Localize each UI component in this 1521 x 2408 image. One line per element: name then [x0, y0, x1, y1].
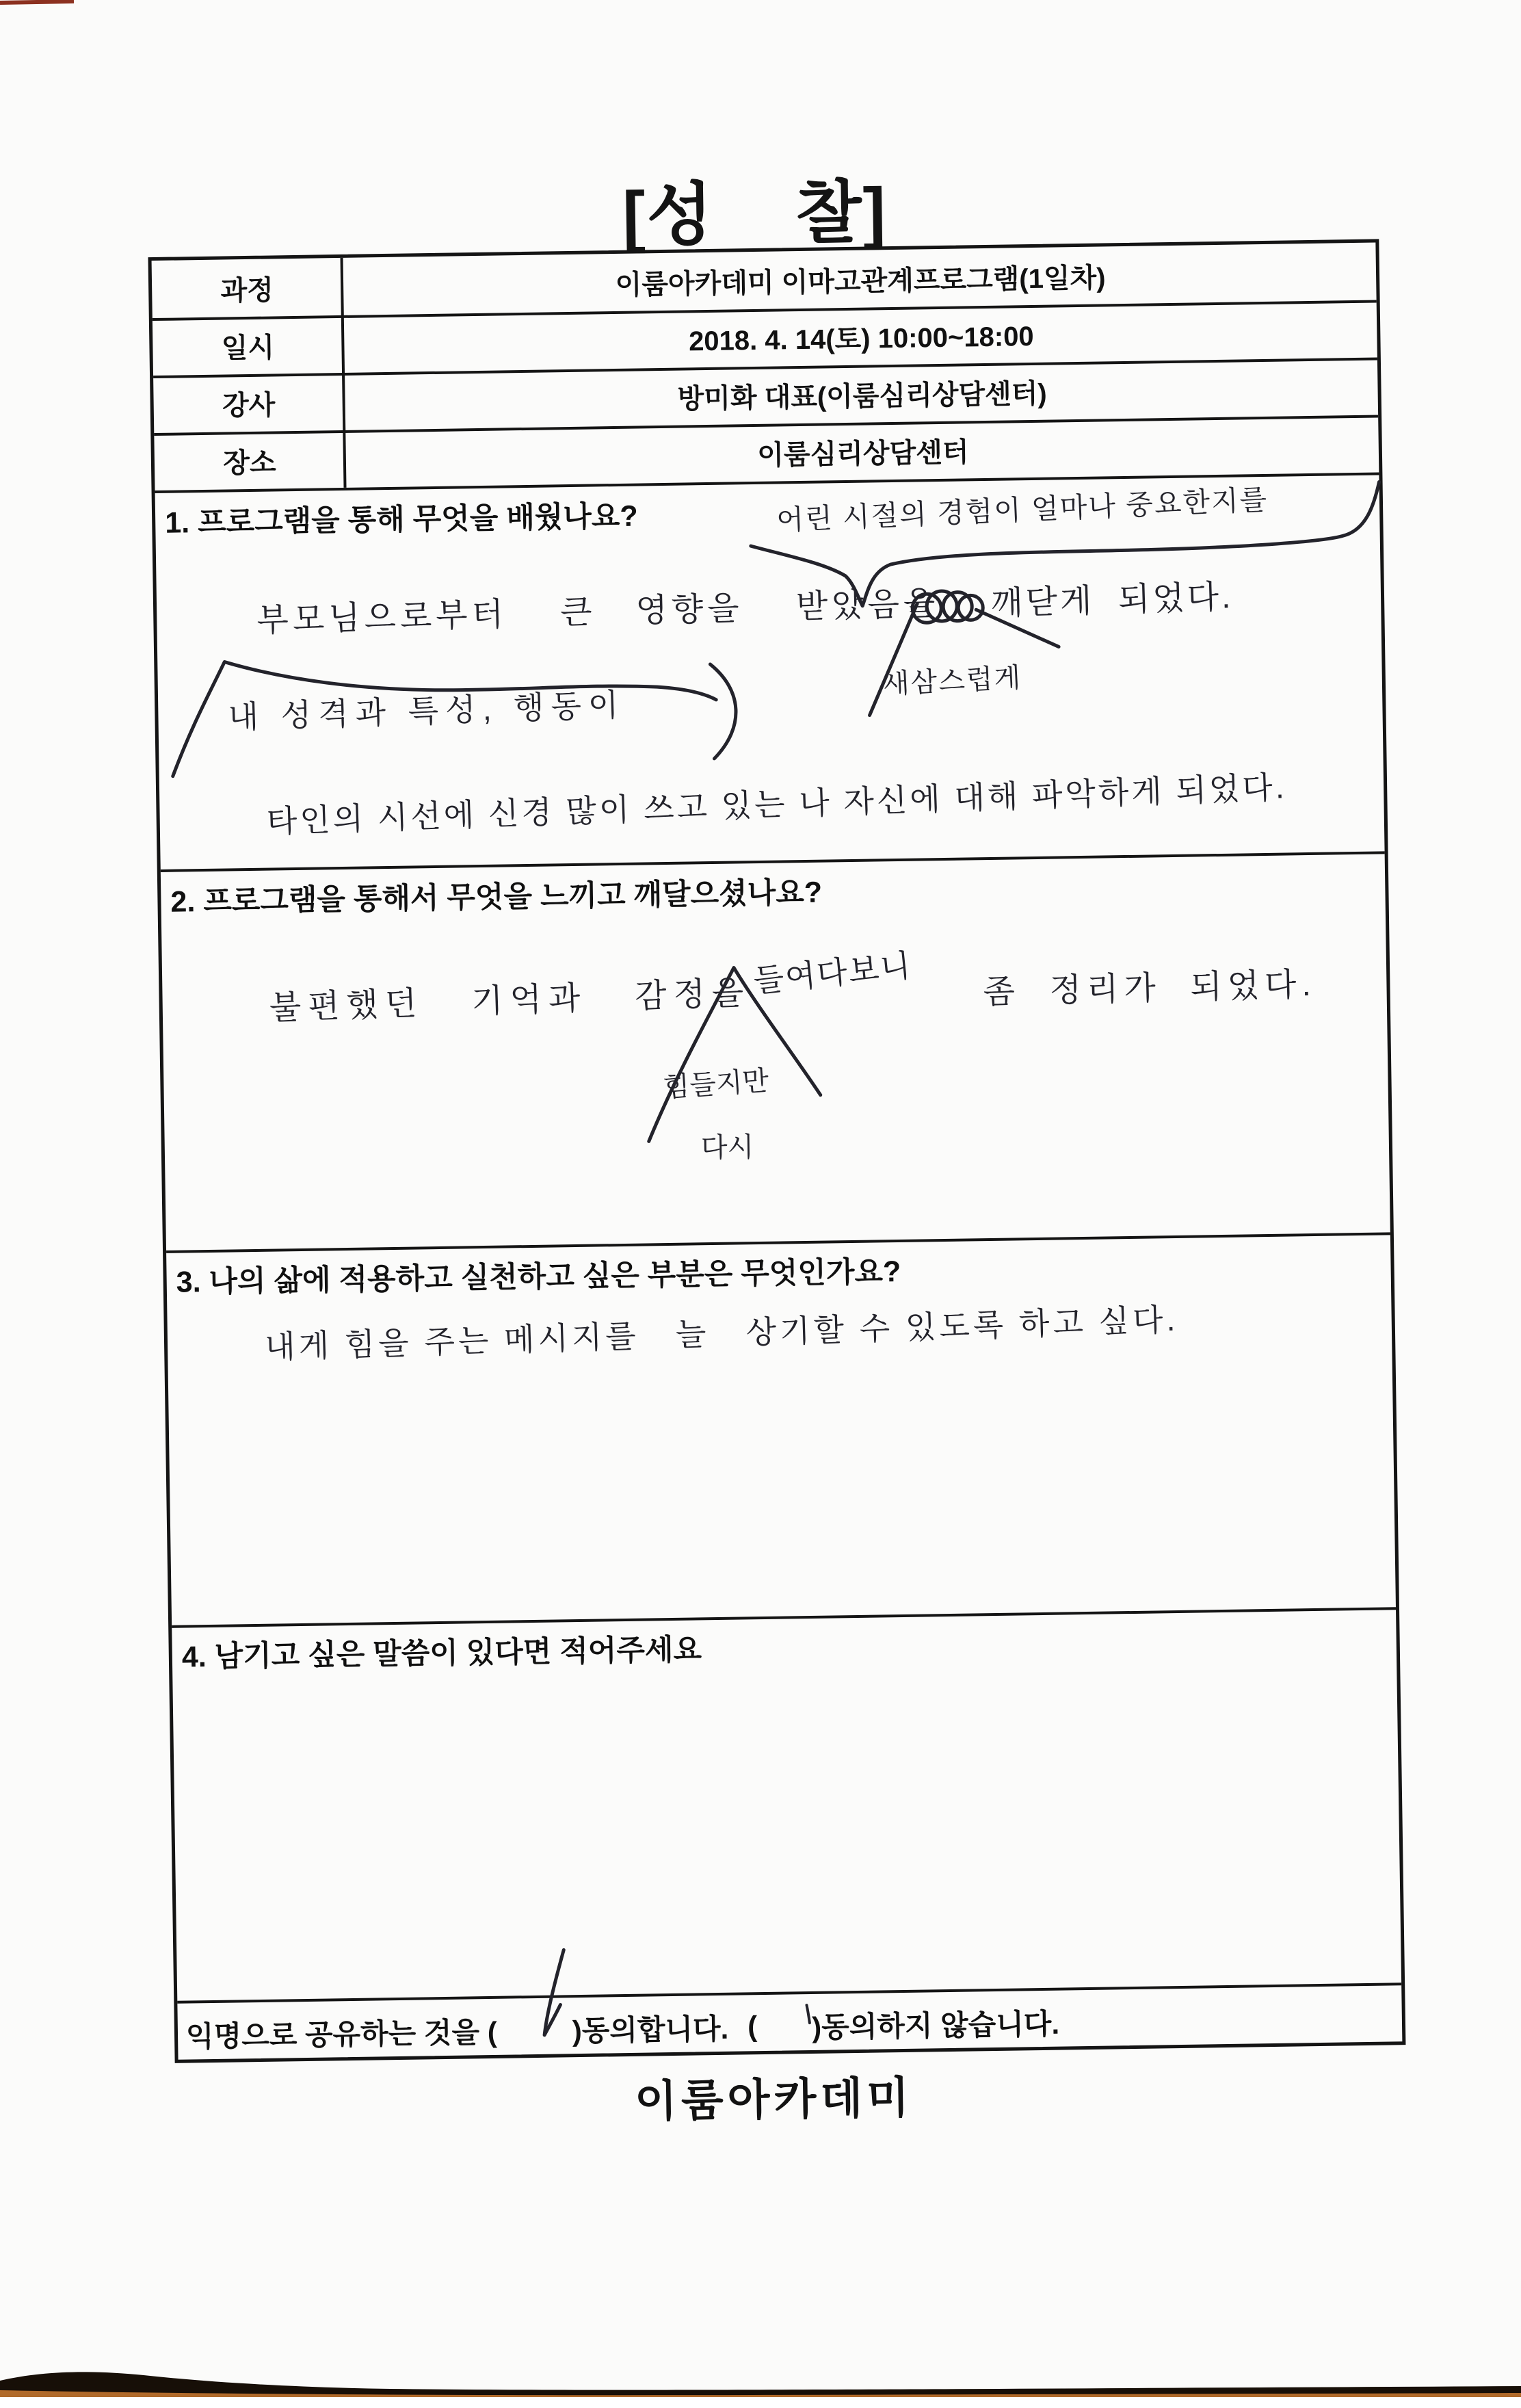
table-grid-line [161, 851, 1385, 872]
info-row-label: 강사 [222, 389, 276, 421]
scan-edge-dark-band [0, 2372, 1521, 2397]
info-row-label: 일시 [221, 332, 275, 364]
consent-gap [728, 2023, 748, 2030]
handwritten-note-s1: 새삼스럽게 [882, 662, 1023, 700]
question-1-heading: 1. 프로그램을 통해 무엇을 배웠나요? [164, 499, 638, 540]
consent-disagree-parens-gap [757, 2022, 812, 2030]
consent-prefix: 익명으로 공유하는 것을 ( [185, 2015, 498, 2053]
consent-agree-label: )동의합니다. [572, 2012, 729, 2047]
handwritten-realization-s1: 깨닫게 되었다. [990, 579, 1234, 623]
handwritten-caret-note1-s2: 힘들지만 [662, 1065, 770, 1103]
handwritten-line3-s1: 타인의 시선에 신경 많이 쓰고 있는 나 자신에 대해 파악하게 되었다. [266, 769, 1288, 839]
info-row-value: 2018. 4. 14(토) 10:00~18:00 [688, 321, 1034, 356]
handwritten-line1-s1: 부모님으로부터 큰 영향을 받았음을 [256, 585, 940, 640]
footer-brand: 이룸아카데미 [634, 2072, 914, 2126]
question-4-heading: 4. 남기고 싶은 말씀이 있다면 적어주세요 [181, 1633, 702, 1674]
question-2-heading: 2. 프로그램을 통해서 무엇을 느끼고 깨달으셨나요? [170, 876, 823, 919]
table-grid-line [172, 1607, 1396, 1628]
scan-top-left-sliver [0, 0, 74, 5]
info-row-label: 장소 [222, 447, 276, 479]
handwritten-caret-note2-s2: 다시 [700, 1132, 754, 1164]
consent-agree-parens-gap [497, 2026, 572, 2034]
consent-disagree-open-paren: ( [747, 2010, 758, 2043]
page-title: [성 찰] [622, 174, 888, 254]
question-3-heading: 3. 나의 삶에 적용하고 실천하고 싶은 부분은 무엇인가요? [176, 1255, 901, 1299]
handwritten-line1-s2: 불편했던 기억과 감정을 [269, 975, 752, 1027]
info-row-label: 과정 [220, 274, 274, 306]
consent-row [185, 1991, 1059, 2067]
handwritten-line2-s1: 내 성격과 특성, 행동이 [227, 686, 626, 735]
handwritten-annotation-s1: 어린 시절의 경험이 얼마나 중요한지를 [776, 483, 1269, 536]
handwritten-line1-s3: 내게 힘을 주는 메시지를 늘 상기할 수 있도록 하고 싶다. [264, 1301, 1179, 1365]
info-row-value: 이룸아카데미 이마고관계프로그램(1일차) [615, 262, 1106, 300]
consent-disagree-label: )동의하지 않습니다. [811, 2007, 1060, 2044]
info-row-value: 방미화 대표(이룸심리상담센터) [677, 378, 1047, 415]
info-row-value: 이룸심리상담센터 [756, 436, 969, 471]
scan-bottom-edge-strip [0, 2366, 1521, 2397]
handwritten-line1-end-s2: 좀 정리가 되었다. [982, 966, 1317, 1011]
handwritten-inserted-s2: 들여다보니 [752, 947, 914, 999]
